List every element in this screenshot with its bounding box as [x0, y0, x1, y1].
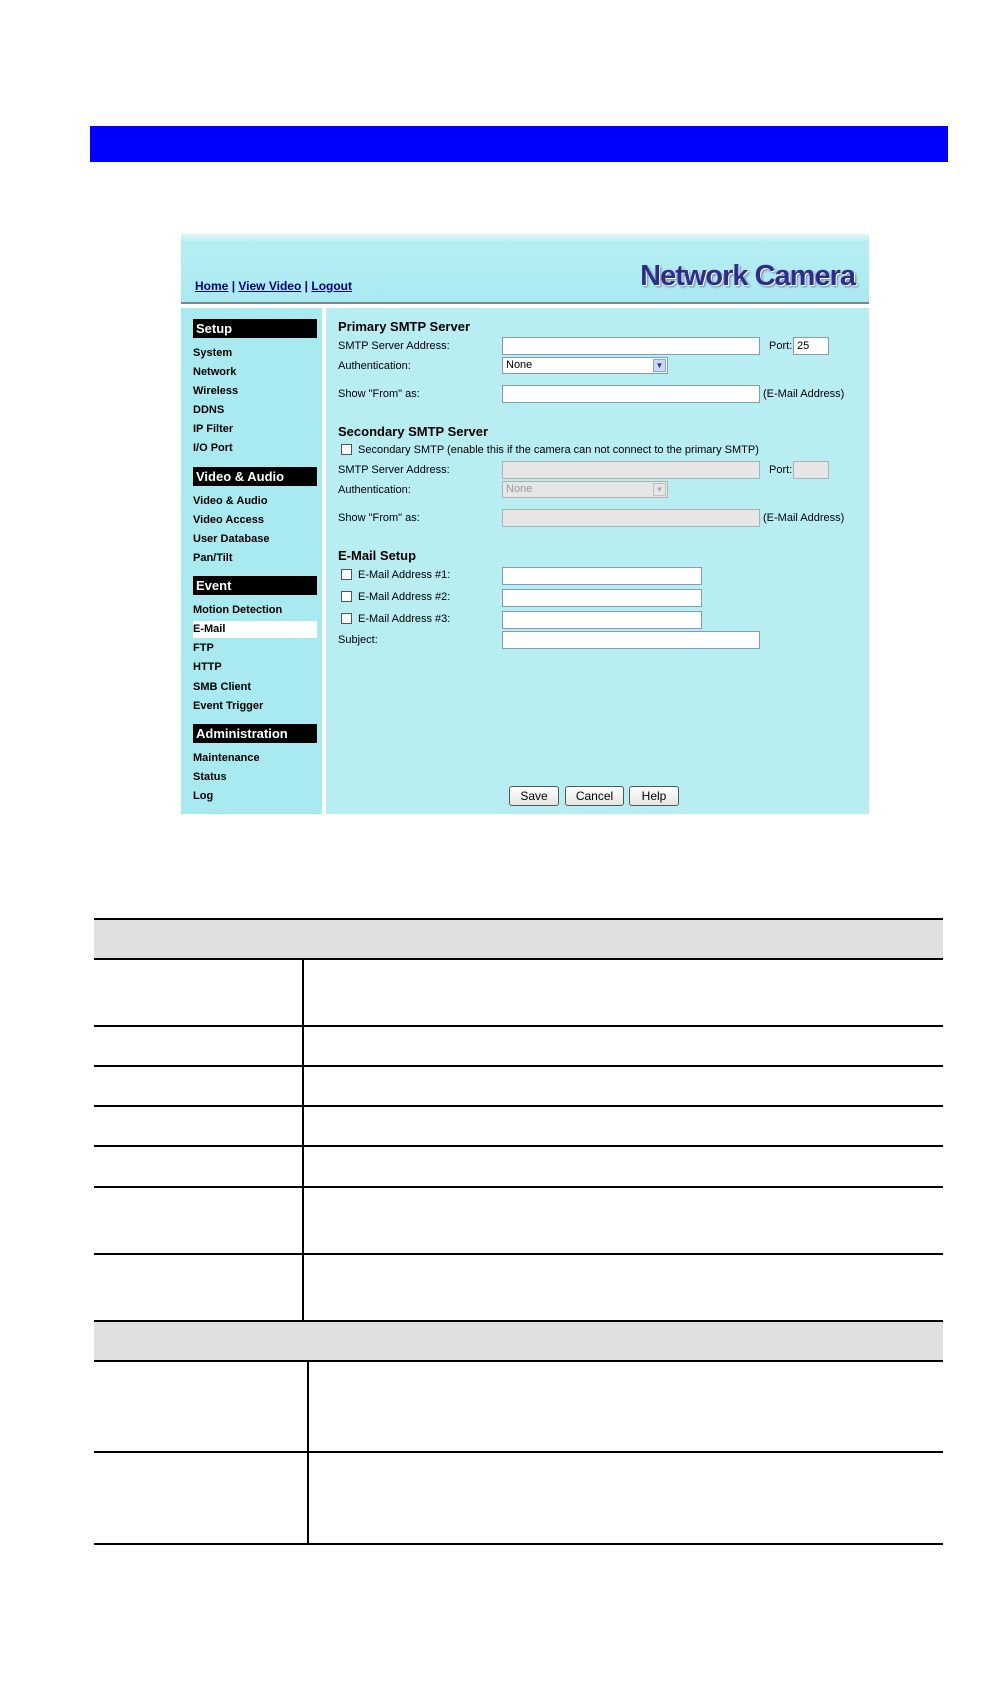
- secondary-from-input[interactable]: [502, 509, 760, 527]
- sidebar-section-event: Event: [193, 576, 317, 595]
- field-description-table: [94, 918, 943, 1545]
- email-setup-heading: E-Mail Setup: [338, 548, 417, 563]
- email-address-1-label: E-Mail Address #1:: [358, 569, 451, 581]
- sidebar-item-video-access[interactable]: Video Access: [193, 514, 264, 526]
- sidebar-item-ip-filter[interactable]: IP Filter: [193, 423, 234, 435]
- secondary-auth-select[interactable]: None ▼: [502, 481, 668, 498]
- home-link[interactable]: Home: [195, 279, 229, 293]
- subject-input[interactable]: [502, 631, 760, 649]
- secondary-port-input[interactable]: [793, 461, 829, 479]
- sidebar-section-setup: Setup: [193, 319, 317, 338]
- email-address-3-input[interactable]: [502, 611, 702, 629]
- email-address-1-input[interactable]: [502, 567, 702, 585]
- network-camera-logo: Network Camera: [640, 260, 855, 292]
- sidebar-item-event-trigger[interactable]: Event Trigger: [193, 700, 264, 712]
- sidebar-item-http[interactable]: HTTP: [193, 661, 222, 673]
- primary-port-label: Port:: [769, 340, 793, 352]
- chevron-down-icon: ▼: [653, 359, 666, 372]
- table-section-header-2: [94, 1320, 943, 1360]
- cancel-button[interactable]: Cancel: [565, 786, 624, 806]
- chevron-down-icon: ▼: [653, 483, 666, 496]
- subject-label: Subject:: [338, 634, 378, 646]
- secondary-auth-label: Authentication:: [338, 484, 411, 496]
- email-address-2-checkbox[interactable]: [341, 591, 352, 602]
- email-address-2-label: E-Mail Address #2:: [358, 591, 451, 603]
- primary-server-input[interactable]: [502, 337, 760, 355]
- sidebar: [181, 308, 322, 814]
- sidebar-item-log[interactable]: Log: [193, 790, 214, 802]
- primary-port-input[interactable]: [793, 337, 829, 355]
- sidebar-item-motion-detection[interactable]: Motion Detection: [193, 604, 283, 616]
- sidebar-item-network[interactable]: Network: [193, 366, 237, 378]
- sidebar-item-pan-tilt[interactable]: Pan/Tilt: [193, 552, 233, 564]
- secondary-port-label: Port:: [769, 464, 793, 476]
- view-video-link[interactable]: View Video: [238, 279, 302, 293]
- primary-server-label: SMTP Server Address:: [338, 340, 450, 352]
- email-address-2-input[interactable]: [502, 589, 702, 607]
- sidebar-item-user-database[interactable]: User Database: [193, 533, 270, 545]
- logout-link[interactable]: Logout: [311, 279, 353, 293]
- sidebar-section-video-audio: Video & Audio: [193, 467, 317, 486]
- sidebar-section-administration: Administration: [193, 724, 317, 743]
- secondary-server-input[interactable]: [502, 461, 760, 479]
- sidebar-item-ddns[interactable]: DDNS: [193, 404, 225, 416]
- email-address-3-checkbox[interactable]: [341, 613, 352, 624]
- primary-auth-select[interactable]: None ▼: [502, 357, 668, 374]
- primary-smtp-heading: Primary SMTP Server: [338, 319, 470, 334]
- header-links: Home | View Video | Logout: [195, 279, 353, 293]
- secondary-enable-label: Secondary SMTP (enable this if the camera can not connect to the primary SMTP): [358, 444, 759, 456]
- primary-from-label: Show "From" as:: [338, 388, 420, 400]
- sidebar-item-wireless[interactable]: Wireless: [193, 385, 239, 397]
- secondary-smtp-heading: Secondary SMTP Server: [338, 424, 489, 439]
- camera-header: [181, 234, 869, 304]
- sidebar-item-system[interactable]: System: [193, 347, 233, 359]
- sidebar-item-io-port[interactable]: I/O Port: [193, 442, 233, 454]
- save-button[interactable]: Save: [509, 786, 559, 806]
- email-settings-panel: [326, 308, 869, 814]
- sidebar-item-ftp[interactable]: FTP: [193, 642, 214, 654]
- email-address-1-checkbox[interactable]: [341, 569, 352, 580]
- help-button[interactable]: Help: [629, 786, 679, 806]
- camera-web-ui: [181, 234, 869, 814]
- primary-auth-label: Authentication:: [338, 360, 411, 372]
- sidebar-item-email[interactable]: E-Mail: [193, 621, 317, 638]
- sidebar-item-maintenance[interactable]: Maintenance: [193, 752, 260, 764]
- sidebar-item-video-audio[interactable]: Video & Audio: [193, 495, 268, 507]
- secondary-from-hint: (E-Mail Address): [763, 512, 845, 524]
- email-address-3-label: E-Mail Address #3:: [358, 613, 451, 625]
- table-section-header-1: [94, 918, 943, 958]
- title-banner: [90, 126, 948, 162]
- secondary-server-label: SMTP Server Address:: [338, 464, 450, 476]
- sidebar-item-smb-client[interactable]: SMB Client: [193, 681, 252, 693]
- secondary-from-label: Show "From" as:: [338, 512, 420, 524]
- primary-from-input[interactable]: [502, 385, 760, 403]
- primary-from-hint: (E-Mail Address): [763, 388, 845, 400]
- sidebar-item-status[interactable]: Status: [193, 771, 227, 783]
- secondary-enable-checkbox[interactable]: [341, 444, 352, 455]
